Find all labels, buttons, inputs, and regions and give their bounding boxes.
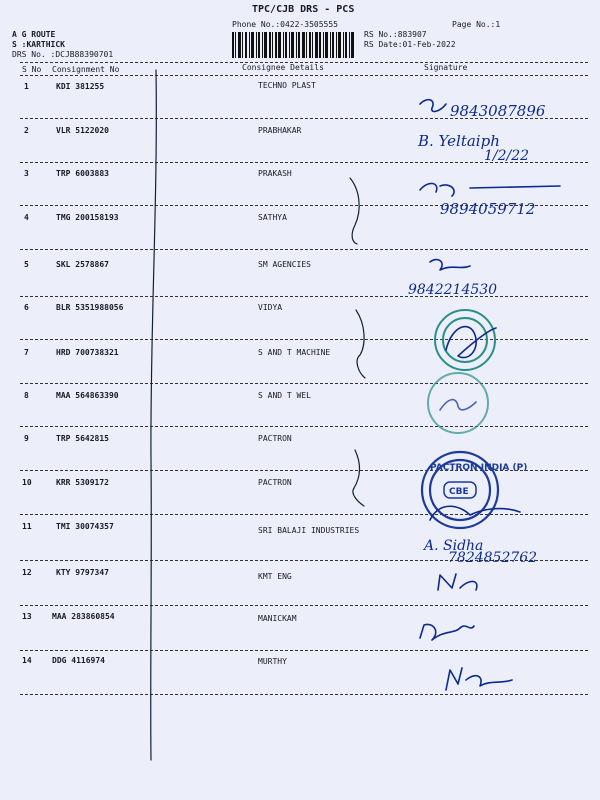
handwritten-name-row11: A. Sidha	[424, 538, 484, 554]
row-consignee: SATHYA	[258, 213, 287, 222]
phone-number: Phone No.:0422-3505555	[232, 20, 338, 29]
pactron-stamp-text: PACTRON INDIA (P)	[430, 463, 528, 473]
row-consignment: VLR 5122020	[56, 126, 109, 135]
row-consignee: PACTRON	[258, 434, 292, 443]
row-consignee: PACTRON	[258, 478, 292, 487]
row-consignee: S AND T WEL	[258, 391, 311, 400]
row-sno: 4	[24, 213, 29, 222]
row-rule	[20, 118, 588, 119]
row-sno: 13	[22, 612, 32, 621]
row-consignment: KDI 381255	[56, 82, 105, 91]
row-rule	[20, 514, 588, 515]
rs-date: RS Date:01-Feb-2022	[364, 40, 456, 49]
row-rule	[20, 205, 588, 206]
row-consignment: TRP 6003883	[56, 169, 109, 178]
row-consignee: KMT ENG	[258, 572, 292, 581]
column-header-sno: S No	[22, 65, 42, 74]
row-consignment: MAA 283860854	[52, 612, 115, 621]
signature-row3	[420, 183, 560, 218]
pactron-stamp-city: CBE	[449, 487, 469, 497]
row-sno: 11	[22, 522, 32, 531]
handwritten-date-row2: 1/2/22	[484, 148, 530, 164]
header-bottom-rule	[20, 75, 588, 76]
handwritten-phone-row5: 9842214530	[408, 282, 498, 298]
row-sno: 2	[24, 126, 29, 135]
row-sno: 3	[24, 169, 29, 178]
brace-mark	[353, 450, 364, 506]
row-rule	[20, 426, 588, 427]
row-consignment: TRP 5642815	[56, 434, 109, 443]
row-sno: 14	[22, 656, 32, 665]
row-sno: 12	[22, 568, 32, 577]
row-consignment: KTY 9797347	[56, 568, 109, 577]
rs-number: RS No.:883907	[364, 30, 427, 39]
column-header-consignee: Consignee Details	[242, 63, 324, 72]
row-sno: 5	[24, 260, 29, 269]
row-sno: 7	[24, 348, 29, 357]
signature-row12	[438, 574, 477, 590]
signature-row14	[446, 668, 512, 690]
row-consignment: HRD 700738321	[56, 348, 119, 357]
row-consignee: MANICKAM	[258, 614, 297, 623]
row-consignee: SM AGENCIES	[258, 260, 311, 269]
row-sno: 8	[24, 391, 29, 400]
row-sno: 6	[24, 303, 29, 312]
staff-name: S :KARTHICK	[12, 40, 65, 49]
column-header-signature: Signature	[424, 63, 468, 72]
row-consignee: VIDYA	[258, 303, 283, 312]
drs-number: DRS No. :DCJB88390701	[12, 50, 114, 59]
brace-mark	[350, 178, 359, 244]
vertical-pen-line	[151, 70, 157, 760]
row-rule	[20, 605, 588, 606]
route-label: A G ROUTE	[12, 30, 56, 39]
document-title: TPC/CJB DRS - PCS	[252, 4, 355, 15]
barcode-image	[232, 32, 354, 58]
signature-row11	[422, 538, 537, 566]
row-rule	[20, 470, 588, 471]
row-consignee: TECHNO PLAST	[258, 81, 316, 90]
row-consignee: MURTHY	[258, 657, 287, 666]
row-rule	[20, 296, 588, 297]
signature-row1	[420, 100, 546, 120]
row-consignment: SKL 2578867	[56, 260, 109, 269]
handwritten-phone-row4: 9894059712	[440, 200, 536, 218]
row-sno: 10	[22, 478, 32, 487]
row-rule	[20, 650, 588, 651]
circular-stamp-faded	[428, 373, 488, 433]
row-rule	[20, 383, 588, 384]
signature-row2	[417, 132, 529, 164]
row-consignment: MAA 564863390	[56, 391, 119, 400]
handwritten-phone-row1: 9843087896	[450, 102, 546, 120]
row-rule	[20, 694, 588, 695]
row-rule	[20, 560, 588, 561]
row-rule	[20, 249, 588, 250]
column-header-consignment: Consignment No	[52, 65, 120, 74]
brace-mark	[356, 310, 365, 378]
signature-row5	[408, 260, 497, 298]
row-consignment: BLR 5351988056	[56, 303, 124, 312]
row-consignee: S AND T MACHINE	[258, 348, 331, 357]
handwritten-phone-row11: 7824852762	[448, 550, 538, 566]
row-consignee: SRI BALAJI INDUSTRIES	[258, 526, 360, 535]
row-consignee: PRAKASH	[258, 169, 292, 178]
row-consignee: PRABHAKAR	[258, 126, 302, 135]
row-consignment: KRR 5309172	[56, 478, 109, 487]
row-consignment: TMI 30074357	[56, 522, 114, 531]
row-sno: 9	[24, 434, 29, 443]
row-rule	[20, 339, 588, 340]
circular-stamp-teal	[435, 310, 496, 370]
row-rule	[20, 162, 588, 163]
row-consignment: DDG 4116974	[52, 656, 105, 665]
page-number: Page No.:1	[452, 20, 501, 29]
signature-row13	[420, 624, 474, 640]
row-consignment: TMG 200158193	[56, 213, 119, 222]
pactron-stamp	[422, 452, 527, 528]
handwritten-name-row2: B. Yeltaiph	[418, 132, 500, 150]
row-sno: 1	[24, 82, 29, 91]
